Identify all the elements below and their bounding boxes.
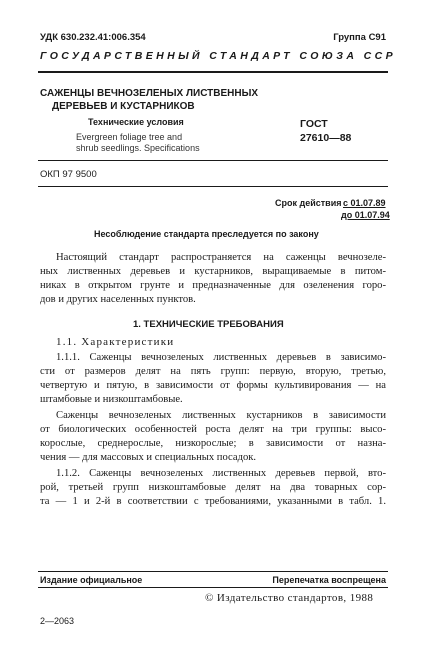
law-warning: Несоблюдение стандарта преследуется по закону [94,229,319,239]
paragraph-line: рой, третьей групп низкоштамбовые делят на два товарных сор- [40,482,386,493]
title-line-2: ДЕРЕВЬЕВ И КУСТАРНИКОВ [52,101,195,112]
paragraph-line: 1.1.2. Саженцы вечнозеленых лиственных деревьев первой, вто- [56,468,386,479]
paragraph-line: сти от размеров делят на пять групп: первую, вторую, третью, [40,366,386,377]
intro-line: Настоящий стандарт распространяется на саженцы вечнозеле- [56,252,386,263]
validity-from: с 01.07.89 [343,198,386,208]
footer-rule-2 [38,587,388,588]
paragraph-line: четвертую и пятую, в зависимости от формы культивирования — на [40,380,386,391]
paragraph-line: чения — для массовых и специальных посадок. [40,452,257,463]
title-subtitle: Технические условия [88,117,184,127]
title-english-1: Evergreen foliage tree and [76,132,183,142]
paragraph-line: Саженцы вечнозеленых лиственных кустарников в зависимости [56,410,386,421]
section-heading: 1. ТЕХНИЧЕСКИЕ ТРЕБОВАНИЯ [133,319,284,330]
copyright: © Издательство стандартов, 1988 [205,592,374,604]
reprint-prohibited: Перепечатка воспрещена [272,575,386,585]
validity-to: до 01.07.94 [341,210,390,220]
gost-number: 27610—88 [300,132,352,144]
okp-code: ОКП 97 9500 [40,169,97,180]
title-line-1: САЖЕНЦЫ ВЕЧНОЗЕЛЕНЫХ ЛИСТВЕННЫХ [40,88,259,99]
paragraph-line: корослые, среднерослые, низкорослые; в зависимости от назна- [40,438,386,449]
title-rule [38,160,388,161]
subsection-heading: 1.1. Характеристики [56,336,175,348]
paragraph-line: от биологических особенностей роста делят на три группы: высо- [40,424,386,435]
print-code: 2—2063 [40,616,75,626]
banner-rule [38,71,388,73]
paragraph-line: штамбовые и низкоштамбовые. [40,394,183,405]
footer-rule [38,571,388,572]
official-edition: Издание официальное [40,575,143,585]
intro-line: ных лиственных деревьев и кустарников, выращиваемые в питом- [40,266,386,277]
udk-code: УДК 630.232.41:006.354 [40,32,146,43]
title-english-2: shrub seedlings. Specifications [76,143,200,153]
state-standard-banner: ГОСУДАРСТВЕННЫЙ СТАНДАРТ СОЮЗА ССР [40,50,397,62]
intro-line: никах в открытом грунте и предназначенные для озеленения горо- [40,280,386,291]
intro-line: дов и других населенных пунктов. [40,294,196,305]
validity-label: Срок действия [275,198,342,208]
gost-label: ГОСТ [300,118,328,130]
paragraph-line: та — 1 и 2-й в соответствии с требованиями, указанными в табл. 1. [40,496,386,507]
group-code: Группа С91 [333,32,386,43]
okp-rule [38,186,388,187]
paragraph-line: 1.1.1. Саженцы вечнозеленых лиственных деревьев в зависимо- [56,352,386,363]
